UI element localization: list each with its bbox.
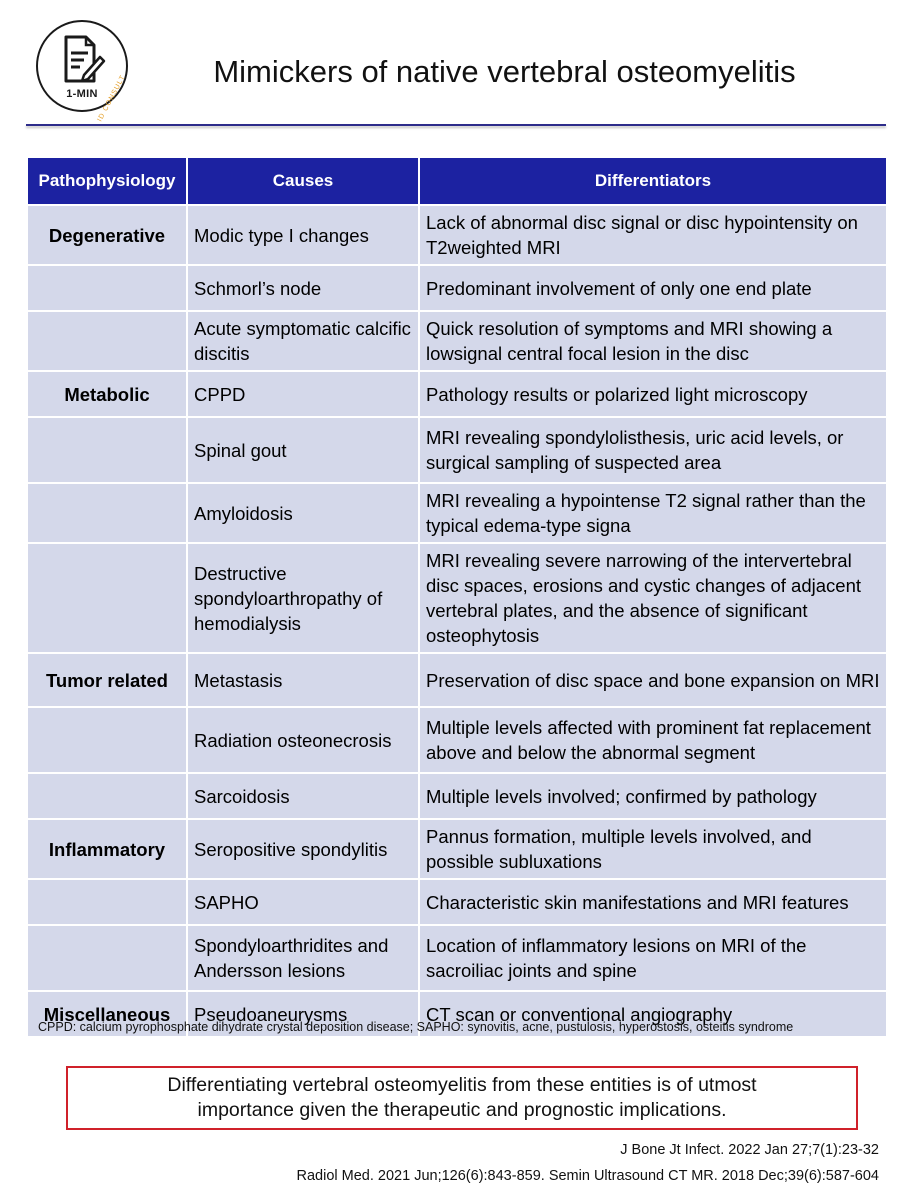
differentiator-cell: MRI revealing severe narrowing of the intervertebral disc spaces, erosions and cystic changes of adjacent vertebral plates, and the absence of significant osteophytosis [419, 543, 887, 653]
title-divider [26, 124, 886, 126]
table-row [27, 543, 887, 653]
logo-text: 1-MIN [66, 88, 98, 100]
cause-cell: Spondyloarthridites and Andersson lesions [187, 925, 419, 991]
key-message-callout [66, 1066, 858, 1130]
cause-cell: Sarcoidosis [187, 773, 419, 819]
cause-cell: Metastasis [187, 653, 419, 707]
cause-cell: Modic type I changes [187, 205, 419, 265]
reference-2: Radiol Med. 2021 Jun;126(6):843-859. Semin Ultrasound CT MR. 2018 Dec;39(6):587-604 [296, 1168, 879, 1184]
differentiator-cell: MRI revealing spondylolisthesis, uric acid levels, or surgical sampling of suspected area [419, 417, 887, 483]
pathophysiology-cell [27, 925, 187, 991]
table-row [27, 265, 887, 311]
logo [36, 20, 128, 123]
table-row [27, 773, 887, 819]
cause-cell: Acute symptomatic calcific discitis [187, 311, 419, 371]
table-row [27, 707, 887, 773]
cause-cell: CPPD [187, 371, 419, 417]
pathophysiology-cell [27, 265, 187, 311]
cause-cell: SAPHO [187, 879, 419, 925]
table-row [27, 879, 887, 925]
cause-cell: Spinal gout [187, 417, 419, 483]
header-differentiators: Differentiators [419, 157, 887, 205]
table-row [27, 417, 887, 483]
differentiator-cell: Pannus formation, multiple levels involved, and possible subluxations [419, 819, 887, 879]
abbreviations-footnote: CPPD: calcium pyrophosphate dihydrate crystal deposition disease; SAPHO: synovitis, acne, pustulosis, hyperostosis, osteitis syndrome [38, 1020, 794, 1034]
reference-1: J Bone Jt Infect. 2022 Jan 27;7(1):23-32 [620, 1142, 879, 1158]
document-pencil-icon [62, 35, 106, 87]
table-row [27, 653, 887, 707]
differentiator-cell: Multiple levels affected with prominent fat replacement above and below the abnormal segment [419, 707, 887, 773]
table-row [27, 205, 887, 265]
pathophysiology-cell [27, 311, 187, 371]
cause-cell: Destructive spondyloarthropathy of hemodialysis [187, 543, 419, 653]
differentiator-cell: Lack of abnormal disc signal or disc hypointensity on T2weighted MRI [419, 205, 887, 265]
page-title: Mimickers of native vertebral osteomyelitis [213, 54, 796, 89]
logo-subtext: ID CONSULT [96, 73, 128, 123]
pathophysiology-cell: Metabolic [27, 371, 187, 417]
pathophysiology-cell [27, 773, 187, 819]
pathophysiology-cell [27, 707, 187, 773]
cause-cell: Pseudoaneurysms [187, 991, 419, 1037]
differentiator-cell: Location of inflammatory lesions on MRI of the sacroiliac joints and spine [419, 925, 887, 991]
header-causes: Causes [187, 157, 419, 205]
differentiator-cell: Preservation of disc space and bone expansion on MRI [419, 653, 887, 707]
differentiator-cell: Predominant involvement of only one end plate [419, 265, 887, 311]
table-header-row [27, 157, 887, 205]
differentiator-cell: Characteristic skin manifestations and MRI features [419, 879, 887, 925]
differentiator-cell: Quick resolution of symptoms and MRI showing a lowsignal central focal lesion in the disc [419, 311, 887, 371]
cause-cell: Seropositive spondylitis [187, 819, 419, 879]
table-row [27, 371, 887, 417]
pathophysiology-cell: Degenerative [27, 205, 187, 265]
differentiator-cell: Multiple levels involved; confirmed by pathology [419, 773, 887, 819]
differentiator-cell: CT scan or conventional angiography [419, 991, 887, 1037]
callout-line-2: importance given the therapeutic and prognostic implications. [197, 1099, 727, 1121]
cause-cell: Schmorl’s node [187, 265, 419, 311]
mimickers-table [26, 156, 888, 1038]
callout-line-1: Differentiating vertebral osteomyelitis from these entities is of utmost [167, 1074, 757, 1096]
cause-cell: Radiation osteonecrosis [187, 707, 419, 773]
cause-cell: Amyloidosis [187, 483, 419, 543]
table-row [27, 819, 887, 879]
pathophysiology-cell [27, 879, 187, 925]
pathophysiology-cell: Miscellaneous [27, 991, 187, 1037]
differentiator-cell: MRI revealing a hypointense T2 signal rather than the typical edema-type signa [419, 483, 887, 543]
pathophysiology-cell [27, 417, 187, 483]
pathophysiology-cell [27, 543, 187, 653]
pathophysiology-cell [27, 483, 187, 543]
table-row [27, 311, 887, 371]
pathophysiology-cell: Inflammatory [27, 819, 187, 879]
table-row [27, 483, 887, 543]
table-row [27, 925, 887, 991]
pathophysiology-cell: Tumor related [27, 653, 187, 707]
differentiator-cell: Pathology results or polarized light microscopy [419, 371, 887, 417]
header-pathophysiology: Pathophysiology [27, 157, 187, 205]
